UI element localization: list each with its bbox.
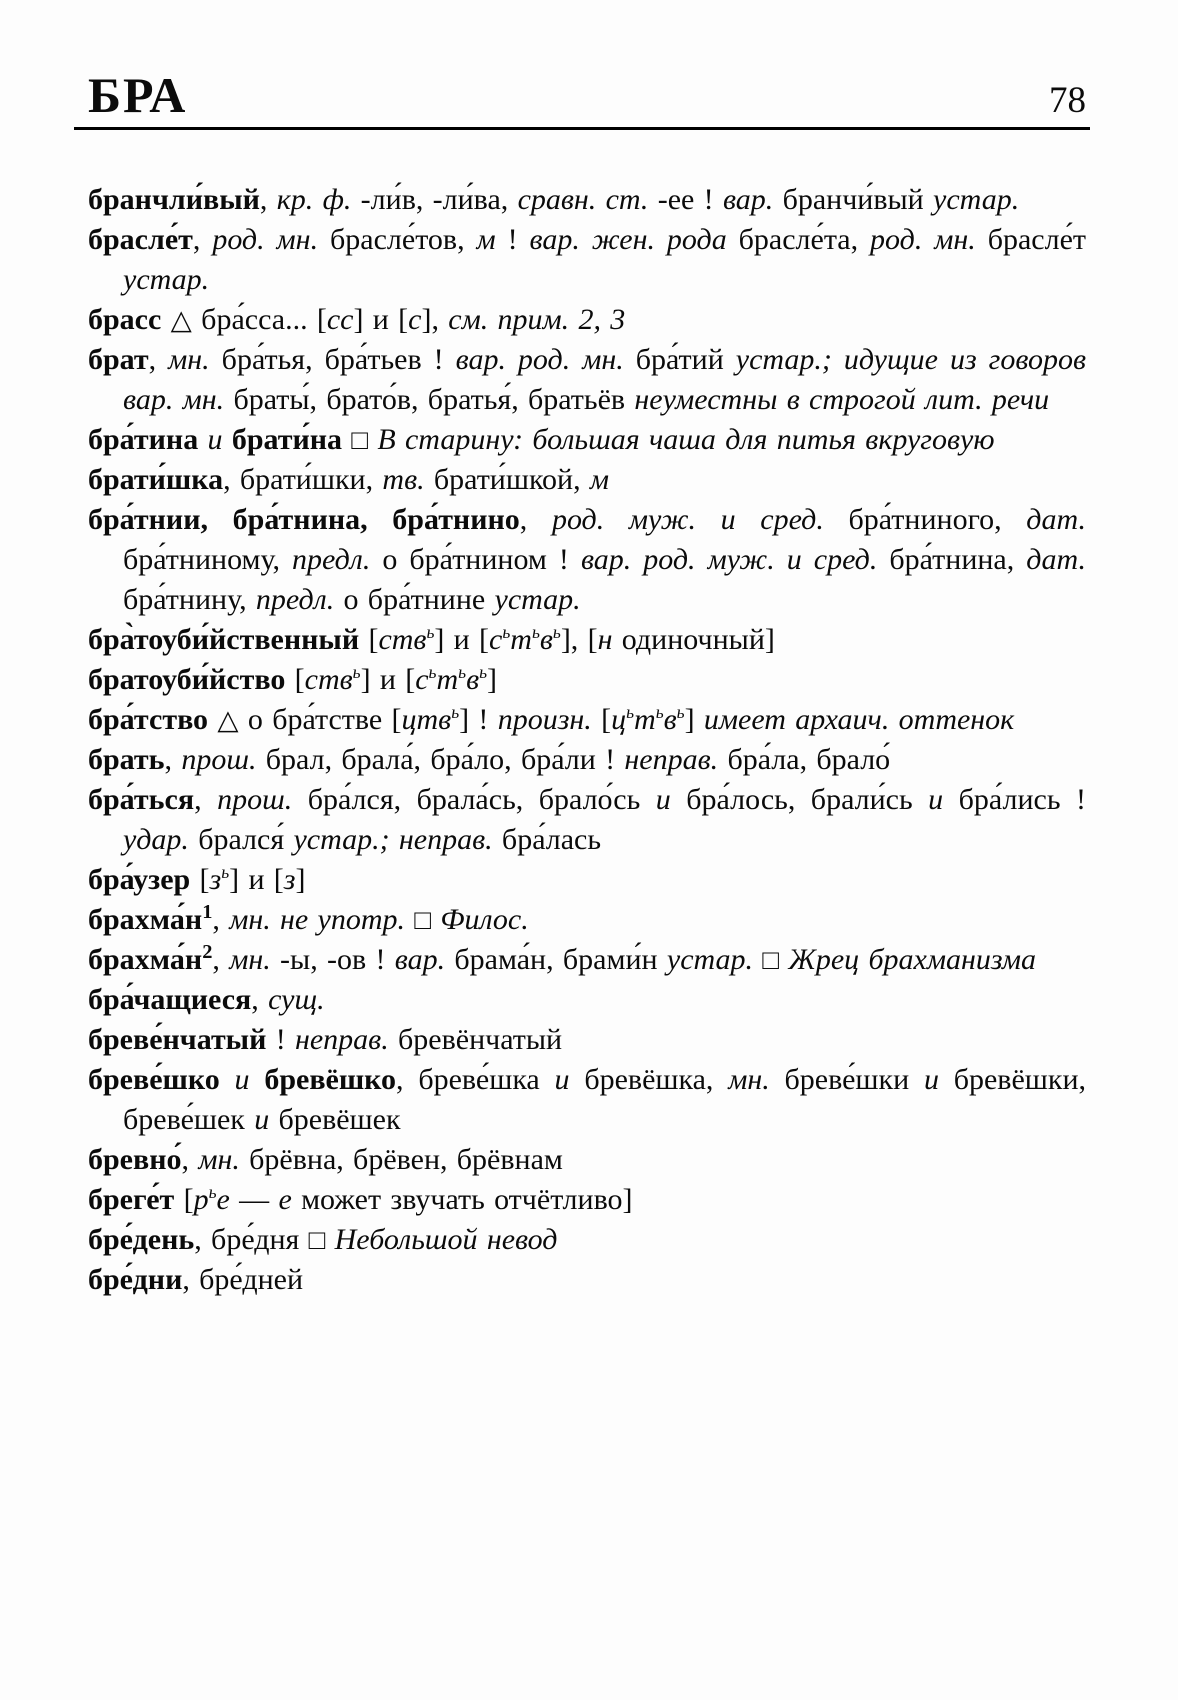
entry-text: ! — [266, 1023, 295, 1056]
entry-text: мн. — [198, 1143, 240, 1176]
entry-text: брати́шкой, — [424, 463, 590, 496]
entry-text: брал, брала́, бра́ло, бра́ли ! — [256, 743, 625, 776]
entry-text: устар. — [123, 263, 210, 296]
entry-text: устар.; неправ. — [293, 823, 493, 856]
square-icon: □ — [308, 1224, 326, 1255]
header-rule — [74, 127, 1090, 130]
entry-text: ] и [ — [229, 863, 284, 896]
headword: брат — [88, 343, 149, 376]
square-icon: □ — [762, 944, 780, 975]
entry-text: ] и [ — [353, 303, 409, 336]
entry-text: неправ. — [624, 743, 719, 776]
headword: брахма́н — [88, 943, 203, 976]
entry-text — [405, 903, 414, 936]
dictionary-entry — [88, 780, 1086, 860]
entry-text: бра́лась — [492, 823, 602, 856]
entry-text: 1 — [202, 901, 213, 923]
dictionary-entry — [88, 1140, 1086, 1180]
headword: бреве́нчатый — [88, 1023, 267, 1056]
entry-text: сущ. — [268, 983, 325, 1016]
entry-text: ь — [676, 702, 685, 722]
entry-text: Небольшой невод — [334, 1223, 558, 1256]
square-icon: □ — [351, 424, 369, 455]
entry-text — [368, 423, 377, 456]
entry-text: е — [216, 1183, 230, 1216]
entry-text: мн. — [229, 943, 271, 976]
entry-text — [753, 943, 762, 976]
entry-text: ] и [ — [434, 623, 490, 656]
entry-text: бра́лся, брала́сь, брало́сь — [292, 783, 656, 816]
entry-text: бревёшко — [264, 1063, 397, 1096]
entry-text: ], — [421, 303, 449, 336]
entry-text: в — [539, 623, 553, 656]
dictionary-entry — [88, 740, 1086, 780]
entry-text: бра́тий — [623, 343, 736, 376]
entry-text: [ — [190, 863, 210, 896]
dictionary-entry — [88, 420, 1086, 460]
entry-text: неправ. — [294, 1023, 389, 1056]
entry-text: ь — [531, 622, 540, 642]
entry-text: [ — [285, 663, 305, 696]
entry-text: в — [466, 663, 480, 696]
page-header — [88, 67, 1086, 123]
entry-text: , бреве́шка — [396, 1063, 555, 1096]
entry-text: бра́тья, бра́тьев ! — [209, 343, 456, 376]
headword: братоуби́йство — [88, 663, 286, 696]
entry-text: вар. — [394, 943, 446, 976]
entry-text: бра́тнину, — [123, 583, 256, 616]
dictionary-entry — [88, 1260, 1086, 1300]
entry-text: дат. — [1026, 503, 1086, 536]
dictionary-entry — [88, 500, 1086, 620]
entry-text — [325, 1223, 334, 1256]
dictionary-entry — [88, 300, 1086, 340]
dictionary-entry — [88, 1060, 1086, 1140]
entry-text: ] и [ — [360, 663, 416, 696]
entry-text: мн. — [168, 343, 210, 376]
entry-text: вар. — [722, 183, 774, 216]
headword: бра́тнии, бра́тнина, бра́тнино — [88, 503, 520, 536]
entry-text: ь — [552, 622, 561, 642]
entry-text: в — [663, 703, 677, 736]
entry-text: прош. — [181, 743, 257, 776]
headword: бре́дни — [88, 1263, 183, 1296]
entry-text: , брати́шки, — [223, 463, 383, 496]
headword: брать — [88, 743, 165, 776]
entry-text: -ли́в, -ли́ва, — [351, 183, 518, 216]
entry-text: сс — [326, 303, 354, 336]
entry-text: предл. — [255, 583, 335, 616]
entry-text: ь — [479, 662, 488, 682]
entry-text: брасле́та, — [726, 223, 871, 256]
dictionary-entry — [88, 620, 1086, 660]
entry-text: бра́тниного, — [823, 503, 1027, 536]
entry-text: ] — [487, 663, 498, 696]
entry-text — [779, 943, 788, 976]
entry-text: брасле́тов, — [318, 223, 477, 256]
entry-text: бра́лось, брали́сь — [670, 783, 929, 816]
entry-text: дат. — [1026, 543, 1086, 576]
entry-text: брасле́т — [975, 223, 1087, 256]
entry-text: ! — [495, 223, 530, 256]
headword: бревно́ — [88, 1143, 182, 1176]
entry-text: м — [589, 463, 610, 496]
entry-text: бревёшки, бреве́шек — [123, 1063, 1087, 1136]
dictionary-entry — [88, 1180, 1086, 1220]
entry-text: ь — [655, 702, 664, 722]
entry-text: т — [436, 663, 459, 696]
entry-text: 2 — [202, 941, 213, 963]
entry-text: ь — [428, 662, 437, 682]
dictionary-entry — [88, 980, 1086, 1020]
entry-text: , бре́дней — [182, 1263, 304, 1296]
entry-text: род. муж. и сред. — [551, 503, 824, 536]
entry-text: , — [212, 903, 230, 936]
entry-text: т — [510, 623, 532, 656]
entry-text: род. мн. — [870, 223, 976, 256]
entry-text: ь — [451, 702, 460, 722]
entry-text: н — [597, 623, 613, 656]
headword: бра́чащиеся — [88, 983, 252, 1016]
entry-text: , — [251, 983, 269, 1016]
entry-text: , — [148, 343, 169, 376]
entry-text: т — [634, 703, 656, 736]
entry-text: -ы, -ов ! — [270, 943, 395, 976]
entry-text: вар. жен. рода — [529, 223, 727, 256]
entry-text — [342, 423, 351, 456]
dictionary-entry — [88, 1220, 1086, 1260]
entry-text: ь — [208, 1182, 217, 1202]
entry-text: тв. — [382, 463, 425, 496]
entry-text: бра́сса... [ — [191, 303, 327, 336]
entry-text: ] — [684, 703, 704, 736]
entry-text: ь — [426, 622, 435, 642]
entry-text: см. прим. 2, 3 — [448, 303, 626, 336]
entry-text: ь — [626, 702, 635, 722]
entry-text: и — [219, 1063, 265, 1096]
entry-text: бра́лись ! — [943, 783, 1086, 816]
entry-text: з — [209, 863, 222, 896]
entry-text: и — [198, 423, 232, 456]
entry-text: о бра́тнине — [334, 583, 495, 616]
headword: бра́ться — [88, 783, 195, 816]
headword: бреве́шко — [88, 1063, 220, 1096]
entry-text: , — [192, 223, 213, 256]
entry-text: [ — [359, 623, 379, 656]
entry-text: з — [283, 863, 296, 896]
entry-text: , — [259, 183, 277, 216]
entry-text: произн. — [497, 703, 592, 736]
entries-list — [88, 180, 1086, 1300]
entry-text: , — [194, 783, 218, 816]
entry-text: бреве́шки — [769, 1063, 924, 1096]
headword: бре́день — [88, 1223, 195, 1256]
entry-text: брати́на — [231, 423, 343, 456]
entry-text: м — [476, 223, 496, 256]
entry-text: бревёшек — [269, 1103, 401, 1136]
entry-text: и — [655, 783, 671, 816]
entry-text: вар. род. муж. и сред. — [580, 543, 878, 576]
entry-text: ь — [352, 662, 361, 682]
headword: брати́шка — [88, 463, 224, 496]
entry-text: и — [928, 783, 944, 816]
entry-text — [431, 903, 440, 936]
entry-text: ц — [611, 703, 627, 736]
entry-text: одиночный] — [612, 623, 775, 656]
entry-text: удар. — [123, 823, 189, 856]
entry-text: и — [923, 1063, 939, 1096]
entry-text: устар.; идущие из говоров вар. мн. — [123, 343, 1086, 416]
entry-text: ь — [221, 862, 230, 882]
entry-text: с — [415, 663, 429, 696]
triangle-icon: △ — [170, 304, 192, 335]
entry-text: вар. род. мн. — [455, 343, 624, 376]
dictionary-entry — [88, 180, 1086, 220]
guide-word: БРА — [88, 67, 188, 123]
entry-text: , — [212, 943, 230, 976]
entry-text: ], [ — [560, 623, 598, 656]
entry-text: бра́тниному, — [123, 543, 293, 576]
entry-text: , — [181, 1143, 199, 1176]
page-number: 78 — [1049, 80, 1086, 121]
entry-text: е — [278, 1183, 292, 1216]
entry-text: [ — [591, 703, 612, 736]
entry-text: и — [254, 1103, 270, 1136]
headword: бра́тина — [88, 423, 199, 456]
square-icon: □ — [414, 904, 432, 935]
entry-text: браты́, брато́в, братья́, братьёв — [224, 383, 635, 416]
headword: бра́тство — [88, 703, 209, 736]
entry-text: брама́н, брами́н — [445, 943, 667, 976]
entry-text: брёвна, брёвен, брёвнам — [239, 1143, 563, 1176]
entry-text: [ — [174, 1183, 194, 1216]
entry-text: устар. — [666, 943, 754, 976]
entry-text: мн. — [728, 1063, 770, 1096]
entry-text: сравн. ст. — [517, 183, 649, 216]
entry-text: бра́ла, брало́ — [718, 743, 891, 776]
entry-text: брался́ — [188, 823, 294, 856]
entry-text: с — [489, 623, 503, 656]
entry-text: , бре́дня — [194, 1223, 309, 1256]
headword: брасле́т — [88, 223, 193, 256]
dictionary-entry — [88, 660, 1086, 700]
dictionary-entry — [88, 460, 1086, 500]
dictionary-entry — [88, 1020, 1086, 1060]
dictionary-entry — [88, 940, 1086, 980]
dictionary-entry — [88, 220, 1086, 300]
entry-text: -ее ! — [648, 183, 723, 216]
entry-text: р — [193, 1183, 209, 1216]
entry-text: бревёшка, — [569, 1063, 729, 1096]
entry-text: ств — [304, 663, 353, 696]
entry-text: — — [229, 1183, 279, 1216]
entry-text: род. мн. — [212, 223, 319, 256]
entry-text: В старину: большая чаша для питья вкруговую — [377, 423, 995, 456]
entry-text: бревёнчатый — [388, 1023, 563, 1056]
dictionary-entry — [88, 900, 1086, 940]
dictionary-entry — [88, 860, 1086, 900]
dictionary-entry — [88, 700, 1086, 740]
headword: брасс — [88, 303, 162, 336]
headword: бра̀тоуби́йственный — [88, 623, 360, 656]
entry-text: Филос. — [440, 903, 529, 936]
headword: бреге́т — [88, 1183, 175, 1216]
entry-text: ] — [295, 863, 306, 896]
entry-text — [208, 703, 217, 736]
entry-text: кр. ф. — [276, 183, 352, 216]
entry-text: , — [519, 503, 552, 536]
headword: брахма́н — [88, 903, 203, 936]
headword: бранчли́вый — [88, 183, 260, 216]
entry-text: о бра́тнином ! — [370, 543, 581, 576]
entry-text: устар. — [494, 583, 581, 616]
entry-text: неуместны в строгой лит. речи — [634, 383, 1050, 416]
entry-text: с — [408, 303, 422, 336]
entry-text: ь — [458, 662, 467, 682]
entry-text: Жрец брахманизма — [788, 943, 1036, 976]
entry-text: прош. — [217, 783, 293, 816]
entry-text — [161, 303, 170, 336]
entry-text: имеет архаич. оттенок — [703, 703, 1015, 736]
entry-text: цтв — [401, 703, 452, 736]
entry-text: ь — [502, 622, 511, 642]
entry-text: может звучать отчётливо] — [291, 1183, 633, 1216]
entry-text: и — [554, 1063, 570, 1096]
entry-text: мн. не употр. — [229, 903, 406, 936]
entry-text: бра́тнина, — [877, 543, 1027, 576]
entry-text: ] ! — [459, 703, 498, 736]
entry-text: бранчи́вый — [773, 183, 934, 216]
entry-text: устар. — [933, 183, 1020, 216]
entry-text: о бра́тстве [ — [238, 703, 402, 736]
dictionary-entry — [88, 340, 1086, 420]
headword: бра́узер — [88, 863, 191, 896]
triangle-icon: △ — [217, 704, 239, 735]
entry-text: ств — [378, 623, 427, 656]
entry-text: , — [164, 743, 182, 776]
entry-text: предл. — [292, 543, 371, 576]
